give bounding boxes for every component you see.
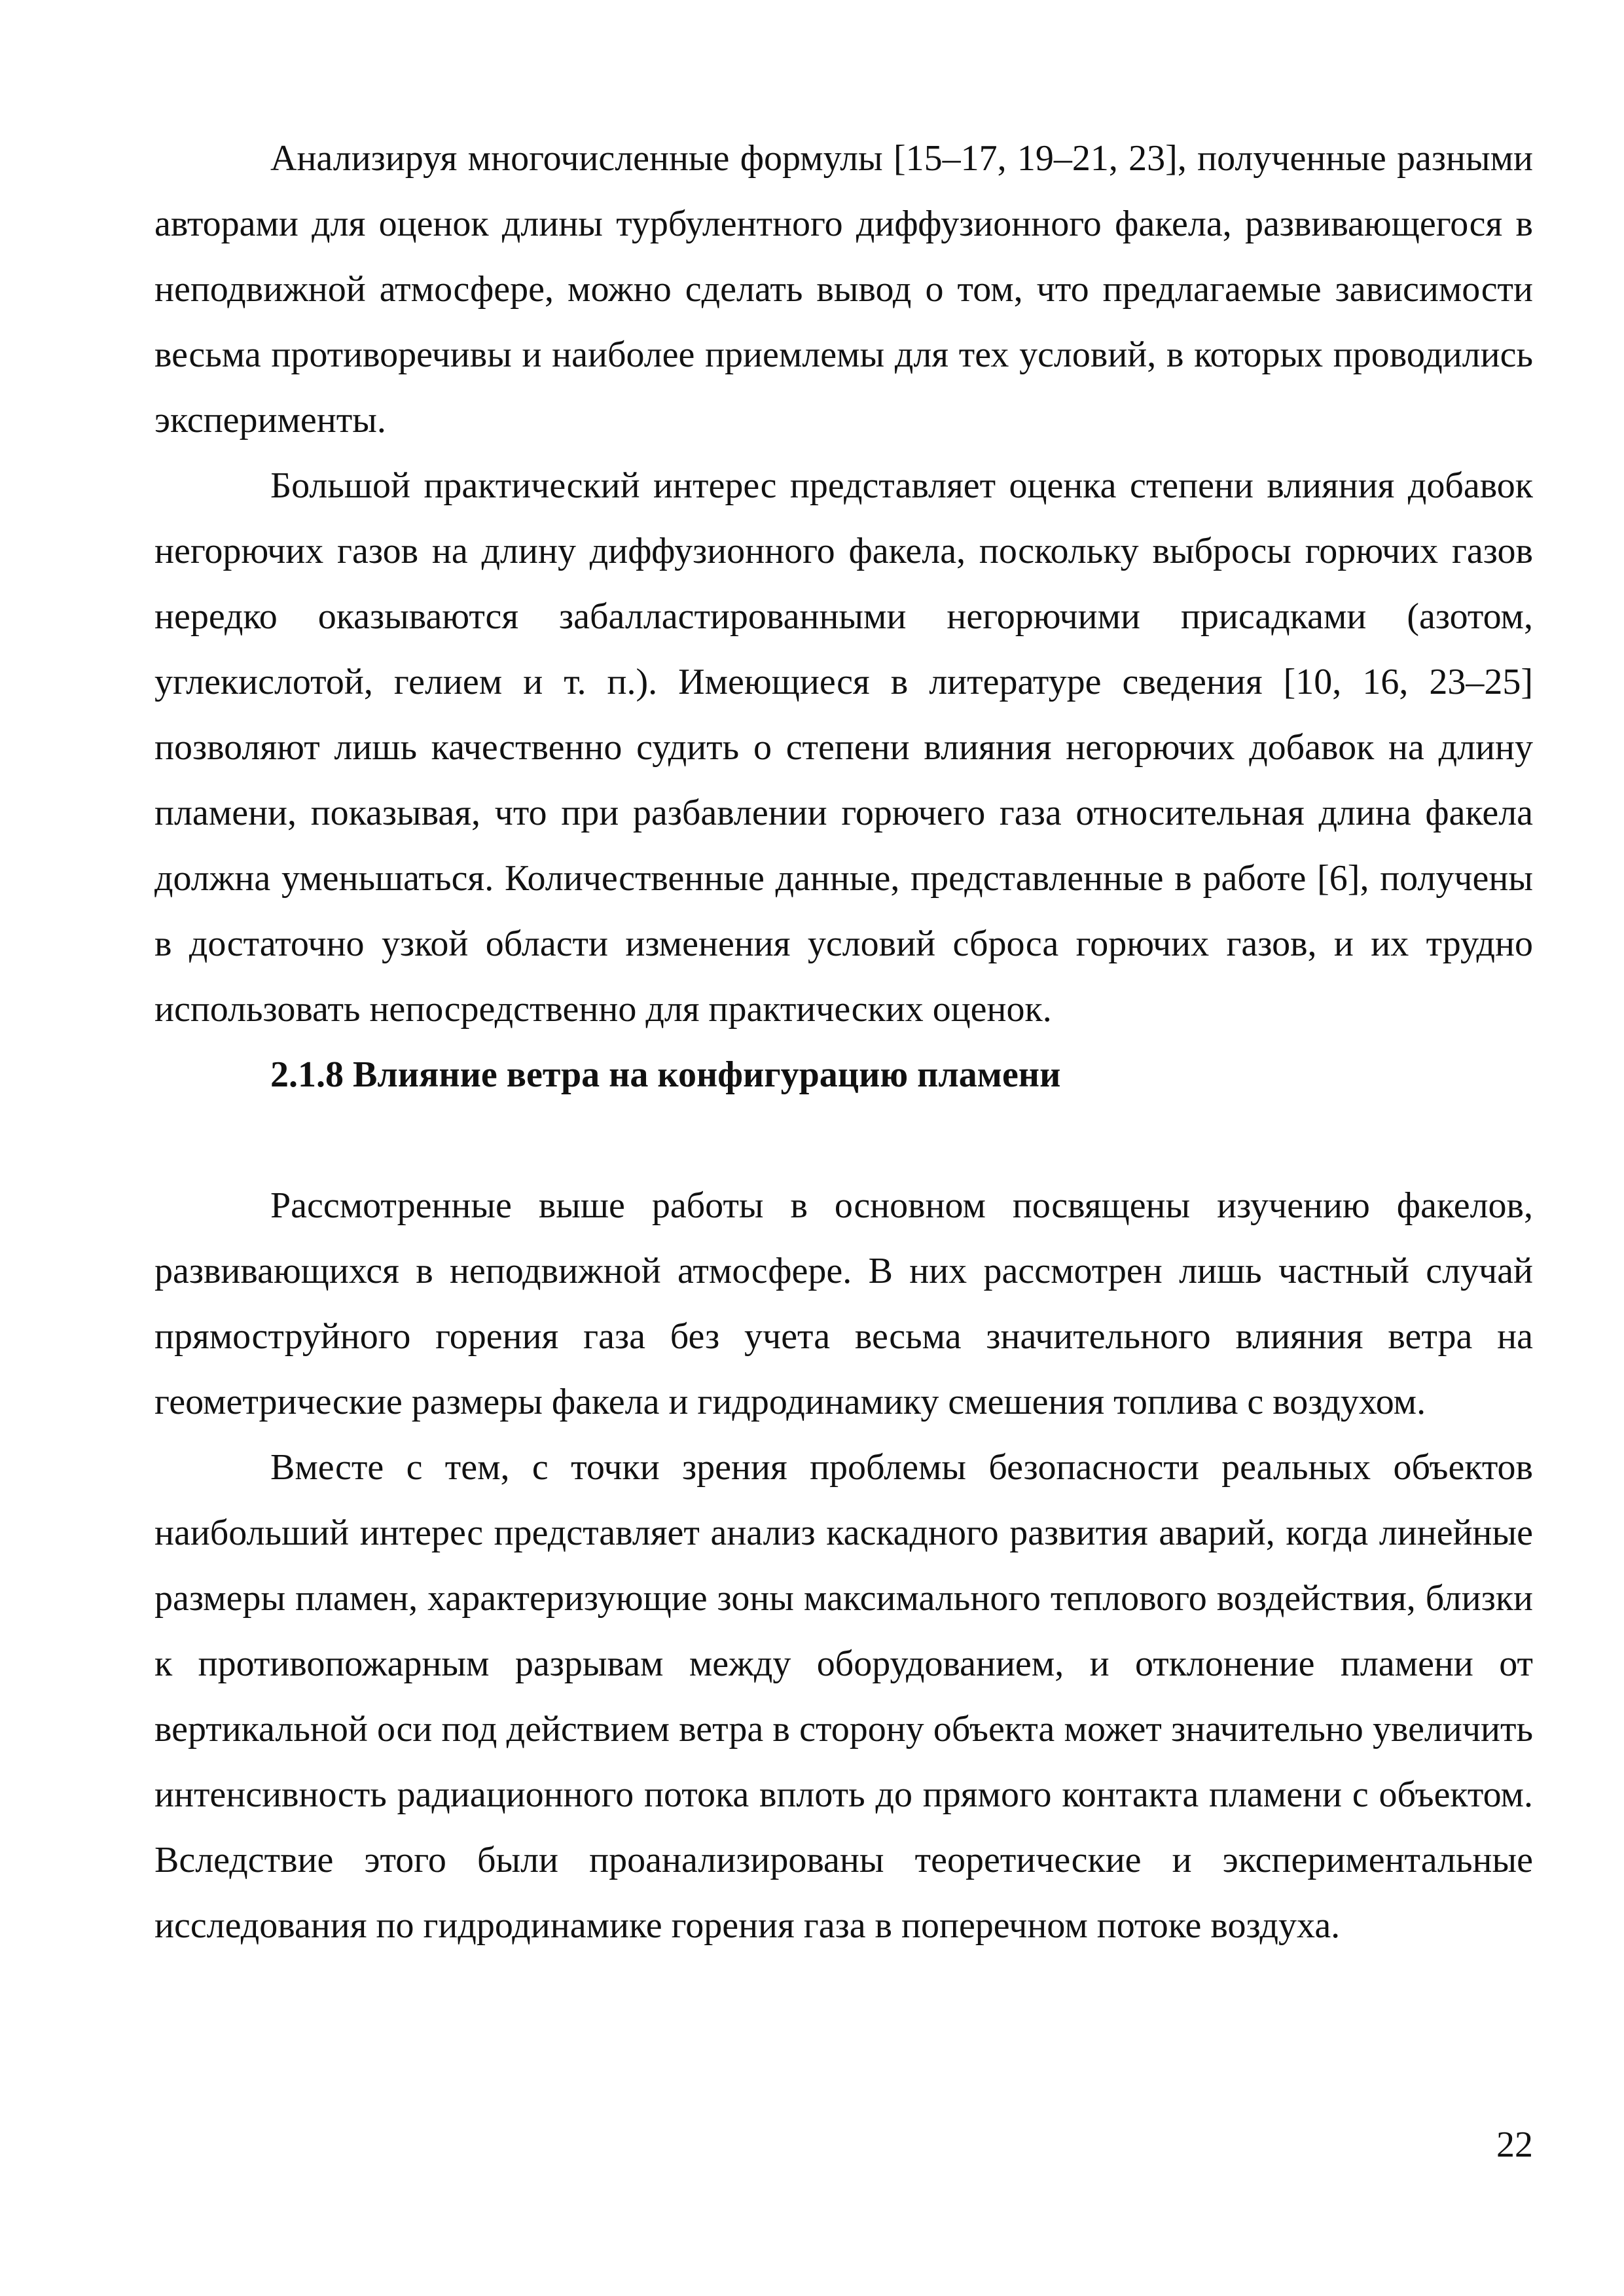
paragraph-reviewed-works: Рассмотренные выше работы в основном посвящены изучению факелов, развивающихся в неподвижной атмосфере. В них рассмотрен лишь частный случай прямоструйного горения газа без учета весьма значительного влияния ветра на геометрические размеры факела и гидродинамику смешения топлива с воздухом.: [154, 1185, 1533, 1422]
paragraph-nonflammable-additives: Большой практический интерес представляет оценка степени влияния добавок негорючих газов на длину диффузионного факела, поскольку выбросы горючих газов нередко оказываются забалластированными негорючими присадками (азотом, углекислотой, гелием и т. п.). Имеющиеся в литературе сведения [10, 16, 23–25] позволяют лишь качественно судить о степени влияния негорючих добавок на длину пламени, показывая, что при разбавлении горючего газа относительная длина факела должна уменьшаться. Количественные данные, представленные в работе [6], получены в достаточно узкой области изменения условий сброса горючих газов, и их трудно использовать непосредственно для практических оценок.: [154, 465, 1533, 1030]
paragraph-formula-analysis: Анализируя многочисленные формулы [15–17, 19–21, 23], полученные разными авторами для оценок длины турбулентного диффузионного факела, развивающегося в неподвижной атмосфере, можно сделать вывод о том, что предлагаемые зависимости весьма противоречивы и наиболее приемлемы для тех условий, в которых проводились эксперименты.: [154, 138, 1533, 440]
section-heading: 2.1.8 Влияние ветра на конфигурацию пламени: [270, 1054, 1061, 1095]
page-number: 22: [1496, 2125, 1533, 2165]
body-text: [154, 126, 1533, 1958]
spacer: [154, 1107, 1533, 1173]
paragraph-safety-problem: Вместе с тем, с точки зрения проблемы безопасности реальных объектов наибольший интерес представляет анализ каскадного развития аварий, когда линейные размеры пламен, характеризующие зоны максимального теплового воздействия, близки к противопожарным разрывам между оборудованием, и отклонение пламени от вертикальной оси под действием ветра в сторону объекта может значительно увеличить интенсивность радиационного потока вплоть до прямого контакта пламени с объектом. Вследствие этого были проанализированы теоретические и экспериментальные исследования по гидродинамике горения газа в поперечном потоке воздуха.: [154, 1447, 1533, 1946]
